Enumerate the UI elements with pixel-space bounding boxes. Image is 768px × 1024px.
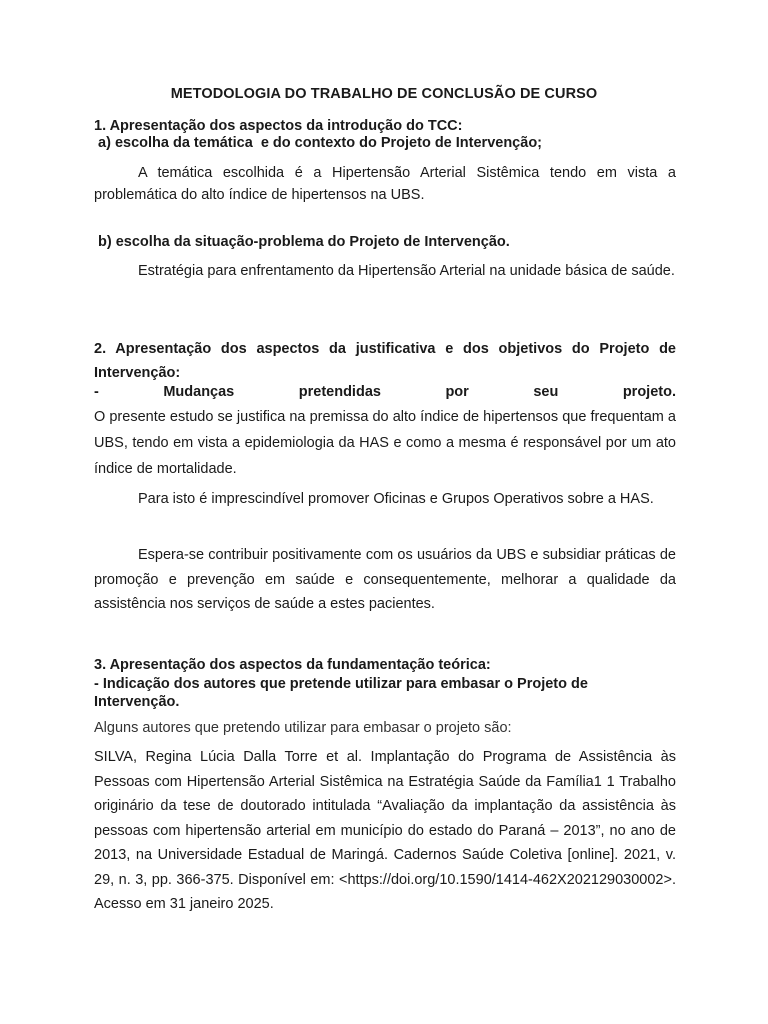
section1-sub-b: b) escolha da situação-problema do Projeto de Intervenção. (94, 234, 510, 250)
section1-sub-a: a) escolha da temática e do contexto do Projeto de Intervenção; (94, 135, 542, 151)
section2-changes-line (94, 384, 676, 400)
section2-para2: Para isto é imprescindível promover Oficinas e Grupos Operativos sobre a HAS. (138, 491, 654, 507)
section3-heading: 3. Apresentação dos aspectos da fundamentação teórica: (94, 657, 491, 673)
changes-word: seu (533, 384, 559, 400)
changes-word: por (445, 384, 469, 400)
section3-subheading: - Indicação dos autores que pretende utilizar para embasar o Projeto de Intervenção. (94, 676, 588, 710)
section1-heading: 1. Apresentação dos aspectos da introdução do TCC: (94, 118, 463, 134)
section1-para-a: A temática escolhida é a Hipertensão Arterial Sistêmica tendo em vista a problemática do alto índice de hipertensos na UBS. (94, 165, 676, 203)
section2-para3: Espera-se contribuir positivamente com os usuários da UBS e subsidiar práticas de promoção e prevenção em saúde e consequentemente, melhorar a qualidade da assistência nos serviços de saúde a estes pacientes. (94, 547, 676, 612)
changes-word: Mudanças (163, 384, 235, 400)
section3-intro: Alguns autores que pretendo utilizar para embasar o projeto são: (94, 720, 512, 736)
section2-heading: 2. Apresentação dos aspectos da justificativa e dos objetivos do Projeto de Intervenção: (94, 341, 676, 381)
changes-word: projeto. (622, 384, 676, 400)
section2-para1: O presente estudo se justifica na premissa do alto índice de hipertensos que frequentam a UBS, tendo em vista a epidemiologia da HAS e como a mesma é responsável por um ato índice de mortalidade. (94, 409, 676, 477)
document-title: METODOLOGIA DO TRABALHO DE CONCLUSÃO DE CURSO (170, 86, 598, 102)
changes-word: pretendidas (298, 384, 381, 400)
section3-reference: SILVA, Regina Lúcia Dalla Torre et al. Implantação do Programa de Assistência às Pessoas com Hipertensão Arterial Sistêmica na Estratégia Saúde da Família1 1 Trabalho originário da tese de doutorado intitulada “Avaliação da implantação da assistência às pessoas com hipertensão arterial em município do estado do Paraná – 2013”, no ano de 2013, na Universidade Estadual de Maringá. Cadernos Saúde Coletiva [online]. 2021, v. 29, n. 3, pp. 366-375. Disponível em: <https://doi.org/10.1590/1414-462X202129030002>. Acesso em 31 janeiro 2025. (94, 749, 676, 912)
section1-para-b: Estratégia para enfrentamento da Hipertensão Arterial na unidade básica de saúde. (138, 263, 675, 279)
changes-word: - (94, 384, 99, 400)
